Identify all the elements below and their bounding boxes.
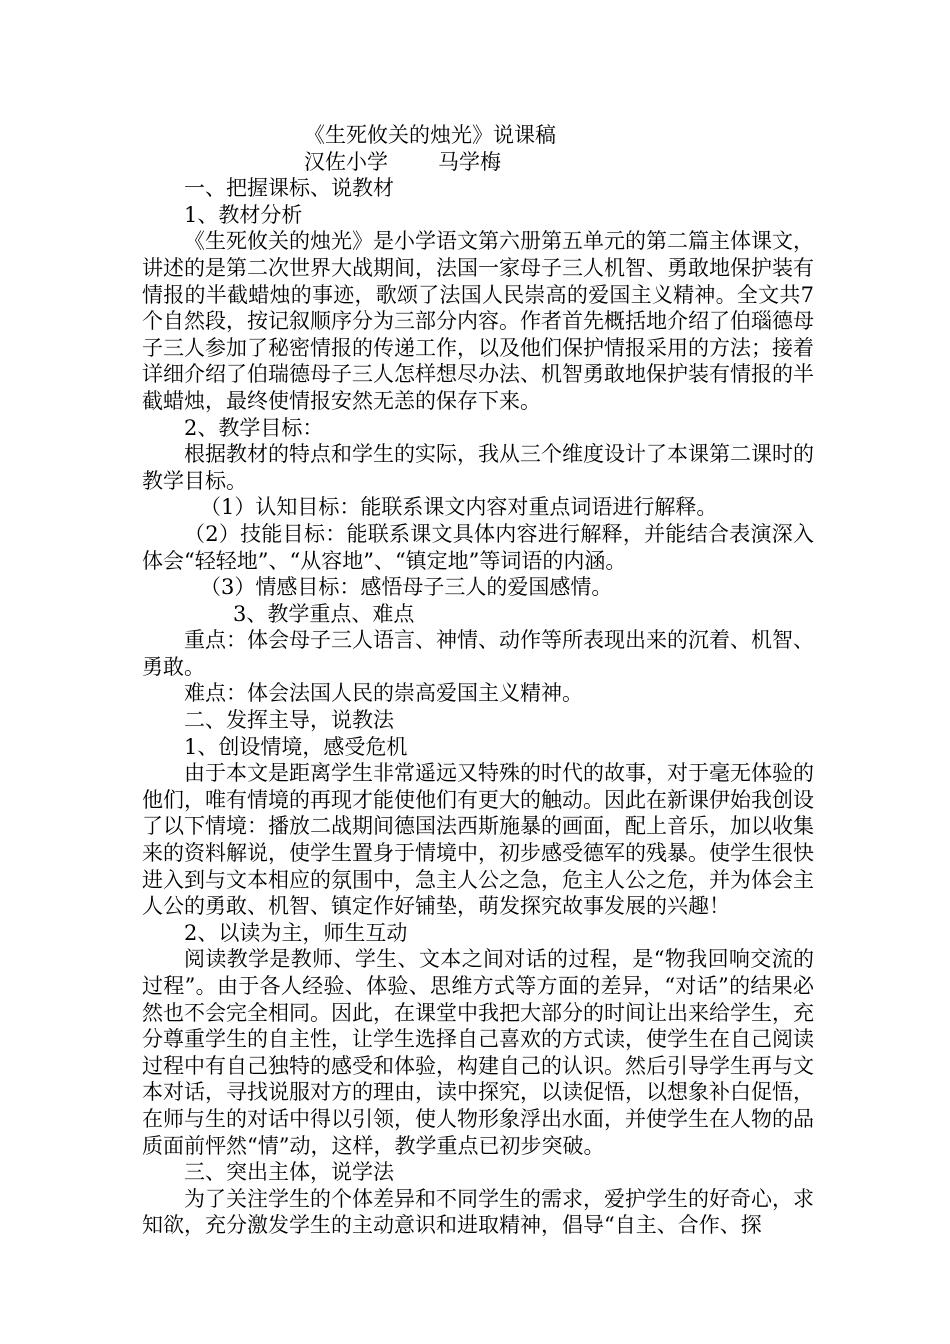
document-body — [142, 122, 814, 1239]
paragraph-difficulty: 难点：体会法国人民的崇高爱国主义精神。 — [184, 681, 583, 706]
document-title: 《生死攸关的烛光》说课稿 — [304, 123, 556, 147]
goal-skill: （2）技能目标：能联系课文具体内容进行解释，并能结合表演深入体会“轻轻地”、“从容地”、“镇定地”等词语的内涵。 — [142, 521, 814, 573]
section-heading-3: 三、突出主体，说学法 — [184, 1160, 394, 1185]
section-heading-1: 一、把握课标、说教材 — [184, 176, 394, 201]
subheading-create-situation: 1、创设情境，感受危机 — [184, 734, 408, 759]
subheading-textbook-analysis: 1、教材分析 — [184, 202, 303, 227]
subheading-key-points: 3、教学重点、难点 — [233, 601, 415, 626]
paragraph-key-point: 重点：体会母子三人语言、神情、动作等所表现出来的沉着、机智、勇敢。 — [142, 628, 814, 679]
school-name: 汉佐小学 — [304, 149, 388, 174]
subheading-reading-interaction: 2、以读为主，师生互动 — [184, 920, 408, 945]
subheading-teaching-goals: 2、教学目标： — [184, 415, 324, 440]
paragraph-create-situation: 由于本文是距离学生非常遥远又特殊的时代的故事，对于毫无体验的他们，唯有情境的再现才能使他们有更大的触动。因此在新课伊始我创设了以下情境：播放二战期间德国法西斯施暴的画面，配上音乐，加以收集来的资料解说，使学生置身于情境中，初步感受德军的残暴。使学生很快进入到与文本相应的氛围中，急主人公之急，危主人公之危，并为体会主人公的勇敢、机智、镇定作好铺垫，萌发探究故事发展的兴趣！ — [142, 761, 814, 919]
paragraph-learning-method: 为了关注学生的个体差异和不同学生的需求，爱护学生的好奇心，求知欲，充分激发学生的主动意识和进取精神，倡导“自主、合作、探 — [142, 1186, 814, 1238]
paragraph-textbook-analysis: 《生死攸关的烛光》是小学语文第六册第五单元的第二篇主体课文，讲述的是第二次世界大战期间，法国一家母子三人机智、勇敢地保护装有情报的半截蜡烛的事迹，歌颂了法国人民崇高的爱国主义精神。全文共7个自然段，按记叙顺序分为三部分内容。作者首先概括地介绍了伯瑙德母子三人参加了秘密情报的传递工作，以及他们保护情报采用的方法；接着详细介绍了伯瑞德母子三人怎样想尽办法、机智勇敢地保护装有情报的半截蜡烛，最终使情报安然无恙的保存下来。 — [142, 229, 814, 413]
goal-emotion: （3）情感目标：感悟母子三人的爱国感情。 — [200, 575, 613, 600]
paragraph-reading-interaction: 阅读教学是教师、学生、文本之间对话的过程，是“物我回响交流的过程”。由于各人经验、体验、思维方式等方面的差异，“对话”的结果必然也不会完全相同。因此，在课堂中我把大部分的时间让出来给学生，充分尊重学生的自主性，让学生选择自己喜欢的方式读，使学生在自己阅读过程中有自己独特的感受和体验，构建自己的认识。然后引导学生再与文本对话，寻找说服对方的理由，读中探究，以读促悟，以想象补白促悟，在师与生的对话中得以引领，使人物形象浮出水面，并使学生在人物的品质面前怦然“情”动，这样，教学重点已初步突破。 — [142, 947, 814, 1158]
section-heading-2: 二、发挥主导，说教法 — [184, 708, 394, 733]
author-line — [142, 149, 814, 176]
goal-cognitive: （1）认知目标：能联系课文内容对重点词语进行解释。 — [200, 495, 718, 520]
author-name: 马学梅 — [438, 149, 501, 174]
paragraph-teaching-goals: 根据教材的特点和学生的实际，我从三个维度设计了本课第二课时的教学目标。 — [142, 442, 814, 493]
